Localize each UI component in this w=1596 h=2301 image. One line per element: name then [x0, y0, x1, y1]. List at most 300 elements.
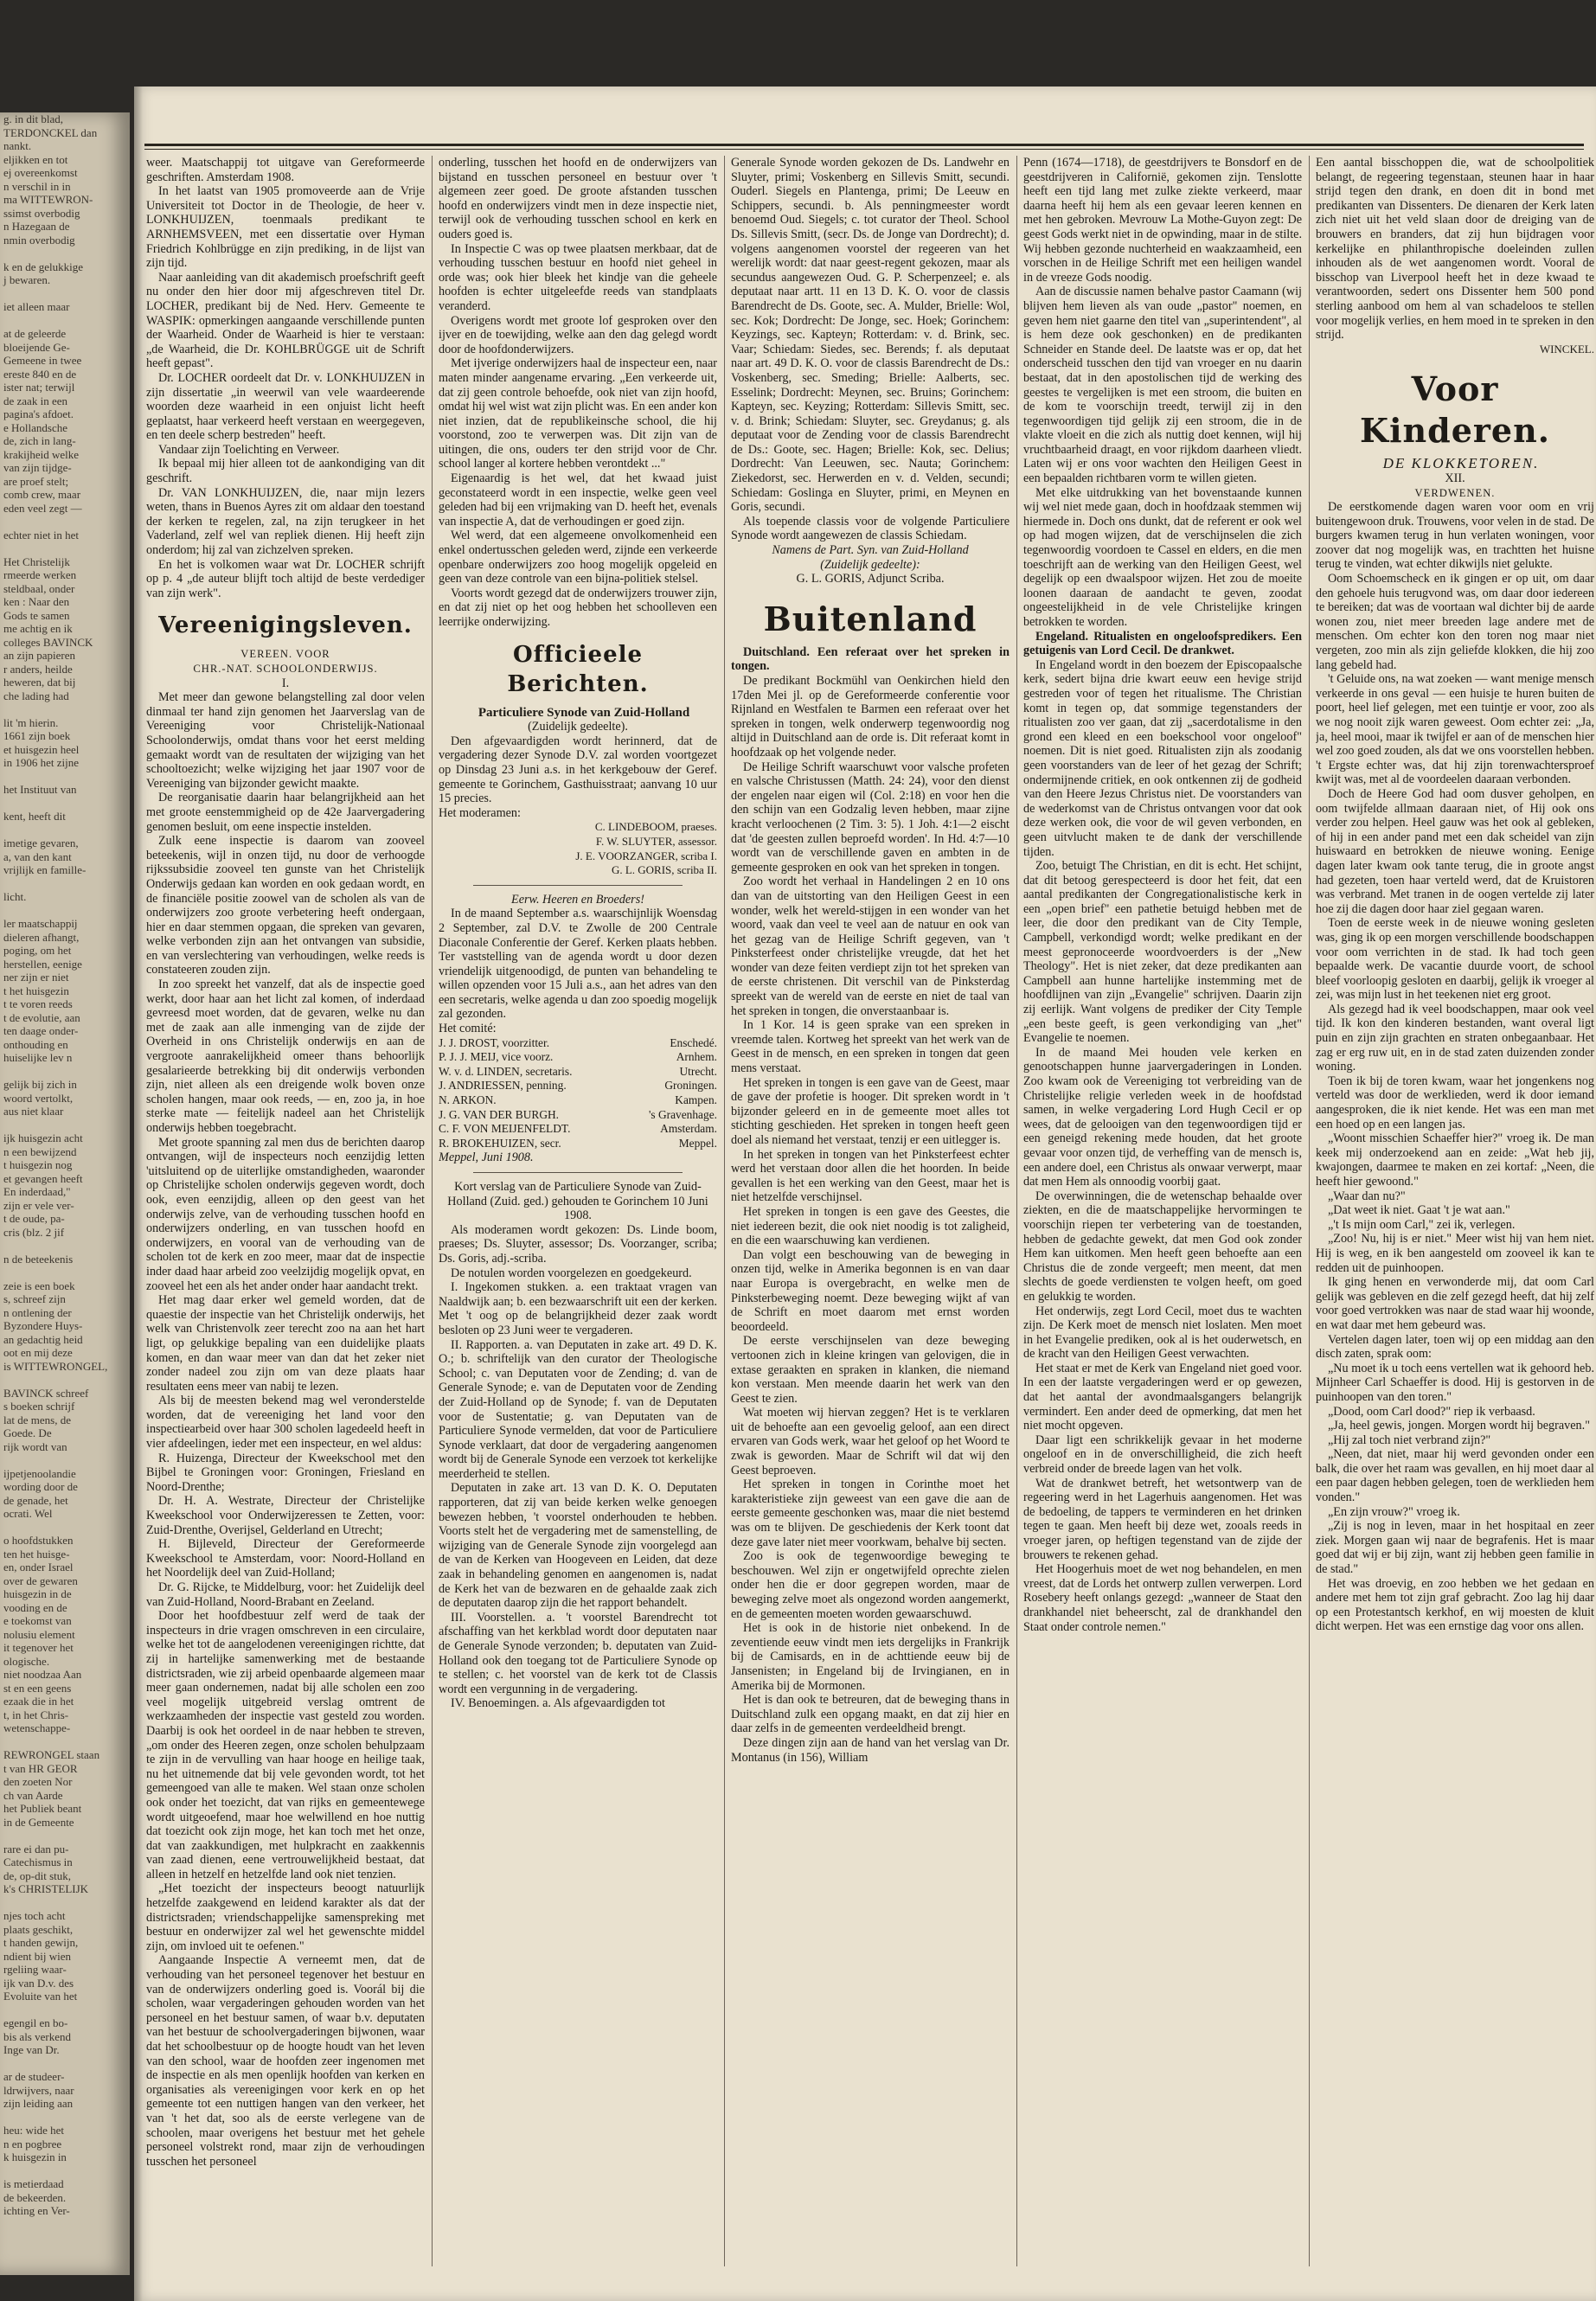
prev-page-line: ej overeenkomst — [3, 166, 78, 179]
paragraph: Wat de drankwet betreft, het wetsontwerp van de regeering werd in het Lagerhuis aangenomen. Het was de bedoeling, de tappers te verminderen en het drinken tegen te gaan. Men heeft bij deze wet, zooals reeds in vroeger jaren, op heftigen tegenstand van de zijde der brouwers te rekenen gehad. — [1023, 1476, 1302, 1562]
prev-page-line: de zaak in een — [3, 394, 67, 407]
prev-page-line: rgeliing waar- — [3, 1963, 67, 1976]
paragraph: In het spreken in tongen van het Pinksterfeest echter werd het verstaan door allen die het hoorden. In beide gevallen is het een werking van den Geest, maar het is niet hetzelfde verschijnsel. — [731, 1147, 1010, 1205]
prev-page-line: kent, heeft dit — [3, 810, 66, 823]
prev-page-line: in 1906 het zijne — [3, 756, 80, 769]
prev-page-line: woord vertolkt, — [3, 1091, 74, 1105]
prev-page-line: TERDONCKEL dan — [3, 125, 98, 139]
paragraph: Als toepende classis voor de volgende Particuliere Synode wordt aangewezen de classis Schiedam. — [731, 514, 1010, 543]
prev-page-line — [0, 2111, 130, 2125]
committee-name: J. G. VAN DER BURGH. — [439, 1107, 560, 1121]
prev-page-line: ler maatschappij — [3, 917, 78, 930]
prev-page-line — [0, 877, 130, 891]
committee-place: Utrecht. — [679, 1064, 717, 1078]
prev-page-line: t van HR GEOR — [3, 1761, 78, 1775]
committee-list — [439, 1036, 717, 1151]
prev-page-line — [0, 314, 130, 328]
section-title-voor-kinderen: Voor Kinderen. — [1360, 369, 1550, 451]
paragraph: De predikant Bockmühl van Oenkirchen hield den 17den Mei jl. op de Gereformeerde conferentie voor Rijnland en Westfalen te Barmen een referaat over het spreken in tongen, welk onderwerp tegenwoordig nog altijd in Duitschland aan de orde is. Dit referaat komt in hoofdzaak op het volgende neder. — [731, 674, 1010, 760]
committee-place: Arnhem. — [676, 1050, 717, 1064]
paragraph: Het spreken in tongen in Corinthe moet het karakteristieke zijn geweest van een gave die aan de eerste gemeente geschonken was, maar die niet bestemd was om te blijven. De geschiedenis der Kerk toont dat deze gave later niet meer voorkwam, behalve bij secten. — [731, 1477, 1010, 1549]
newspaper-page — [134, 87, 1596, 2301]
paragraph: In Inspectie C was op twee plaatsen merkbaar, dat de verhouding tusschen bestuur en hoofd niet geheel in orde was; ook hier bleek het kindje van die geheele hoofden is echter uitgeleefde reeds van standplaats veranderd. — [439, 241, 717, 313]
paragraph: Generale Synode worden gekozen de Ds. Landwehr en Sluyter, primi; Voskenberg en Sillevis Smitt, secundi. Ouderl. Siegels en Plantenga, primi; De Leeuw en Schippers, secundi. b. Als penningmeester wordt benoemd Oud. Siegels; c. tot curator der Theol. School Ds. Sillevis Smitt, (secr. Ds. de Jonge van Dordrecht); d. volgens aangenomen voorstel der regeeren van het werelijk wordt: dat naar geest-regent gekozen, maar als secundus aangewezen Oud. G. P. Scherpenzeel; e. als deputaat naar artt. 11 en 13 D. K. O. voor de classis Barendrecht de Ds. Goote, sec. A. Mulder, Brielle: Wol, sec. Kok; Dordrecht: De Jonge, sec. Hoek; Gorinchem: Keyzings, sec. Kapteyn; Rotterdam: v. d. Brink, sec. Vaar; Schiedam: Siedes, sec. Berends; f. als deputaat naar art. 49 D. K. O. voor de classis Barendrecht de Ds.: Voskenberg, sec. Smeding; Brielle: Aalberts, sec. Esselink; Dordrecht: Meynen, sec. Bruins; Gorinchem: Kapteyn, sec. Keyzing; Rotterdam: Sillevis Smitt, sec. v. d. Brink; Schiedam: Sluyter, sec. Greydanus; g. als deputaat voor de Zending voor de classis Barendrecht de Ds.: Goote, sec. Hagen; Brielle: Kok, sec. Delius; Dordrecht: Van Leeuwen, sec. Nauta; Gorinchem: Ziekedorst, sec. Herwerden en v. d. Velden, secundi; Schiedam: Goslinga en Sluyter, primi, en Meynen en Goris, secundi. — [731, 156, 1010, 515]
prev-page-line: Catechismus in — [3, 1856, 73, 1868]
prev-page-line: En inderdaad," — [3, 1185, 71, 1198]
committee-row — [439, 1122, 717, 1137]
prev-page-line: vrijlijk en famille- — [3, 863, 87, 876]
prev-page-line — [0, 797, 130, 811]
prev-page-line — [0, 2003, 130, 2017]
paragraph: Naar aanleiding van dit akademisch proefschrift geeft nu onder den hier door mij afgeschreven titel Dr. LOCHER, predikant bij de Ned. Herv. Gemeente te WASPIK: opmerkingen aangaande verschillende punten der Waarheid. Onder de Waarheid is hier te verstaan: „de Waarheid, die Dr. KOHLBRÜGGE uit de Schrift heeft gepast". — [146, 270, 425, 371]
prev-page-line: a, van den kant — [3, 849, 72, 863]
paragraph: Het Hoogerhuis moet de wet nog behandelen, en men vreest, dat de Lords het ontwerp zullen verwerpen. Lord Rosebery heeft onlangs gezegd: „wanneer de Staat den drankhandel niet beheerscht, zal de drankhandel den Staat onder controle nemen." — [1023, 1562, 1302, 1634]
paragraph: Dr. VAN LONKHUIJZEN, die, naar mijn lezers weten, thans in Buenos Ayres zit om aldaar den toestand der kerken te regelen, zal, na zijn terugkeer in het Vaderland, zelf wel van repliek dienen. Hij heeft zijn onderdom; hij zal van zichzelven spreken. — [146, 485, 425, 558]
paragraph: En het is volkomen waar wat Dr. LOCHER schrijft op p. 4 „de auteur blijft toch altijd de beste verdediger van zijn werk". — [146, 557, 425, 600]
paragraph: Zulk eene inspectie is daarom van zooveel beteekenis, wijl in onzen tijd, nu door de verhoogde rijkssubsidie zooveel ten gunste van het Christelijk Onderwijs gedaan kan worden en ook gedaan wordt, en de financiële positie zoowel van de scholen als van de onderwijzers zoo groote verbetering heeft ondergaan, hier en daar stemmen opgaan, die spreken van gevaren, welke verbonden zijn aan het ontvangen van subsidie, en van verslechtering van verhoudingen, welke reeds is constateeren zouden zijn. — [146, 834, 425, 977]
section-title-officieele-berichten: Officieele Berichten. — [507, 641, 649, 697]
committee-name: C. F. VON MEIJENFELDT. — [439, 1122, 571, 1136]
prev-page-line: zijn leiding aan — [3, 2097, 74, 2110]
serial-title: DE KLOKKETOREN. — [1382, 455, 1540, 472]
author-signature: WINCKEL. — [1539, 342, 1594, 356]
committee-row — [439, 1093, 717, 1108]
committee-row — [439, 1050, 717, 1065]
divider — [473, 1172, 683, 1173]
previous-page-fragment — [0, 112, 130, 2275]
prev-page-line: ijpetjenoolandie — [3, 1466, 76, 1480]
paragraph: Met elke uitdrukking van het bovenstaande kunnen wij wel niet mede gaan, doch in hoofdzaak stemmen wij hiermede in. Doch ons dunkt, dat de referent er ook wel op had mogen wijzen, dat de verschijnselen die zich tegenwoordig voordoen te Cassel en elders, en die men toeschrijft aan de werking van den Heiligen Geest, wel degelijk op een dwaalspoor wijzen. Het zou de moeite loonen daaraan de aandacht te geven, zoodat ongeestelijkheid in de vele Christelijke kringen betrokken te worden. — [1023, 485, 1302, 629]
prev-page-line: g. in dit blad, — [3, 112, 63, 125]
paragraph: Zoo, betuigt The Christian, en dit is echt. Het schijnt, dat dit betoog gerespecteerd is door het feit, dat een aantal predikanten der Congregationalistische kerk in een „open brief" een pathetie betuigd hebben met de leer, die door den predikant van de City Temple, Campbell, verkondigd wordt; welke predikant en der meest gepronoceerde woordvoerders is der „New Theology". Het is niet zeker, dat deze predikanten aan Campbell aan hunne hartelijke instemming met de hoofdlijnen van zijn „Evangelie" schrijven. Daarin zijn zij eerlijk. Want volgens de prediker der City Temple „een beste geeft, is geen verkondiging van „het" Evangelie te noemen. — [1023, 859, 1302, 1046]
prev-page-line: Evoluite van het — [3, 1990, 78, 2003]
committee-row — [439, 1036, 717, 1051]
paragraph: Als bij de meesten bekend mag wel veronderstelde worden, dat de vereeniging het land voor den inspectiearbeid over haar 300 scholen lagedeeld heeft in vier afdeelingen, ieder met een inspecteur, en wel aldus: — [146, 1394, 425, 1452]
column-divider — [432, 156, 433, 2266]
prev-page-line: eden veel zegt — — [3, 501, 82, 515]
paragraph: I. Ingekomen stukken. a. een traktaat vragen van Naaldwijk aan; b. een bezwaarschrift uit een der kerken. Met 't oog op de belangrijkheid dezer zaak wordt besloten op 23 Juni weer te vergaderen. — [439, 1280, 717, 1337]
prev-page-line: Inge van Dr. — [3, 2043, 60, 2056]
paragraph: Als gezegd had ik veel boodschappen, maar ook veel tijd. Ik kon den kinderen bestanden, want overal ligt puin en zijn zijn grachten en straten onbegaanbaar. Het zag er erg ruw uit, en in de stad zaten duizenden zonder woning. — [1316, 1002, 1594, 1074]
paragraph: „Dood, oom Carl dood?" riep ik verbaasd. — [1328, 1404, 1535, 1419]
prev-page-line: heweren, dat bij — [3, 676, 76, 689]
prev-page-line: huisgezin in de — [3, 1587, 72, 1600]
paragraph: „Waar dan nu?" — [1328, 1189, 1406, 1203]
prev-page-line: ner zijn er niet — [3, 971, 69, 984]
paragraph: Dr. H. A. Westrate, Directeur der Christelijke Kweekschool voor Onderwijzeressen te Zetten, voor: Zuid-Drenthe, Overijsel, Gelderland en Utrecht; — [146, 1494, 425, 1537]
committee-row — [439, 1137, 717, 1151]
prev-page-line: ma WITTEWRON- — [3, 193, 93, 206]
prev-page-line: rmeerde werken — [3, 568, 77, 581]
prev-page-line: licht. — [3, 890, 27, 903]
prev-page-line: nankt. — [3, 139, 32, 152]
prev-page-line: an zijn papieren — [3, 649, 76, 662]
column-1 — [146, 156, 425, 2275]
prev-page-line: nmin overbodig — [3, 233, 75, 247]
prev-page-line: pagina's afdoet. — [3, 407, 74, 420]
prev-page-line: ijk van D.v. des — [3, 1976, 74, 1990]
prev-page-line: t huisgezin nog — [3, 1158, 73, 1171]
roman-numeral: I. — [281, 676, 290, 690]
paragraph: R. Huizenga, Directeur der Kweekschool met den Bijbel te Groningen voor: Groningen, Friesland en Noord-Drenthe; — [146, 1451, 425, 1494]
paragraph: Doch de Heere God had oom dusver geholpen, en oom twijfelde allmaan daaraan niet, of Hij ook ons verder zou helpen. Heel gauw was het ook al gebleken, of hij in een ander pand met een dak scheidel van zijn huiswaard en betrokken de nieuwe woning. Eenige dagen later kwam ook tante terug, die in groote angst had gezeten, toen haar verteld werd, dat de Kruistoren was verbrand. Met tranen in de oogen vertelde zij later hoe zij die dagen door haar ziel gegaan waren. — [1316, 786, 1594, 916]
paragraph: Zoo wordt het verhaal in Handelingen 2 en 10 ons dan van de uitstorting van den Heiligen Geest in een wonder, welk het wereld-stijgen in een wonder van het woord, vaak dan veel te veel aan de natuur en ook van het gezag van de Heilige Schrift gegeven, van 't Pinksterfeest onder christelijke vreugde, dat het het wonder van deze feiten verdiept zijn tot het spreken van de eerste christenen. Dit verschil van de Pinksterdag spreekt van de wereld van de eerste en niet de taal van het spreken in tongen, die onverstaanbaar is. — [731, 875, 1010, 1018]
prev-page-line — [0, 1735, 130, 1749]
paragraph: Toen de eerste week in de nieuwe woning gesleten was, ging ik op een morgen verschillende boodschappen voor oom verrichten in de stad. Ik had toch geen bepaalde werk. De vacantie duurde voort, de school bleef voorloopig gesloten en daarbij, gelijk ik vroeger al zei, was mijn lust in het teekenen niet erg groot. — [1316, 916, 1594, 1003]
prev-page-line — [0, 1373, 130, 1387]
committee-place: Kampen. — [675, 1093, 717, 1107]
prev-page-line: ndient bij wien — [3, 1949, 71, 1963]
prev-page-line: van zijn tijdge- — [3, 461, 72, 474]
paragraph: Daar ligt een schrikkelijk gevaar in het moderne ongeloof en in de onverschilligheid, die zich heeft verbreid onder de breede lagen van het volk. — [1023, 1433, 1302, 1477]
prev-page-line — [0, 1266, 130, 1279]
signature-line: Namens de Part. Syn. van Zuid-Holland — [772, 543, 969, 558]
report-title: Kort verslag van de Particuliere Synode van Zuid-Holland (Zuid. ged.) gehouden te Gorinchem 10 Juni 1908. — [447, 1180, 708, 1223]
prev-page-line: ezaak die in het — [3, 1695, 74, 1708]
prev-page-line — [0, 1896, 130, 1910]
paragraph: Zoo is ook de tegenwoordige beweging te beschouwen. Wel zijn er ongetwijfeld oprechte zielen onder hen die er door gegrepen worden, maar de beweging zelve moet als ongezond worden aangemerkt, en de gemeenten moeten worden gewaarschuwd. — [731, 1549, 1010, 1621]
paragraph: De reorganisatie daarin haar belangrijkheid aan het met groote eenstemmigheid op de 42e Jaarvergadering genomen besluit, om eene inspectie instelden. — [146, 791, 425, 834]
prev-page-line: me achtig en ik — [3, 622, 73, 635]
lead-paragraph: Duitschland. Een referaat over het spreken in tongen. — [731, 644, 1010, 674]
prev-page-line: en, onder Israel — [3, 1561, 74, 1574]
paragraph: „'t Is mijn oom Carl," zei ik, verlegen. — [1328, 1217, 1516, 1232]
paragraph: Dr. LOCHER oordeelt dat Dr. v. LONKHUIJZEN in zijn dissertatie „in weerwil van vele waardeerende woorden deze waarheid in een onjuist licht heeft geplaatst, haar verkeerd heeft verstaan en weergegeven, en ten deele scherp bestreden" heeft. — [146, 370, 425, 443]
prev-page-line: n ontlening der — [3, 1305, 72, 1319]
paragraph: Vandaar zijn Toelichting en Verweer. — [158, 442, 340, 457]
paragraph: Het moderamen: — [439, 805, 521, 820]
paragraph: Het spreken in tongen is een gave des Geestes, die niet iedereen bezit, die ook niet noodig is tot zaligheid, en die een waarschuwing kan verdienen. — [731, 1204, 1010, 1248]
paragraph: De eerstkomende dagen waren voor oom en vrij buitengewoon druk. Trouwens, voor velen in de stad. De burgers kwamen terug in hun verlaten woningen, voor zoover dat nog mogelijk was, en trachtten het huisne terug te vinden, wat echter dikwijls niet gelukte. — [1316, 500, 1594, 572]
column-4 — [1023, 156, 1302, 2275]
prev-page-line — [0, 824, 130, 837]
prev-page-line: is metierdaad — [3, 2177, 64, 2190]
prev-page-line: oot en mij deze — [3, 1346, 73, 1359]
paragraph: „Zoo! Nu, hij is er niet." Meer wist hij van hem niet. Hij is weg, en ik ben aangesteld om zooveel ik kan te redden uit de puinhoopen. — [1316, 1232, 1594, 1275]
prev-page-line: eljikken en tot — [3, 152, 68, 166]
prev-page-line: de bekeerden. — [3, 2190, 67, 2204]
prev-page-line: n een bewijzend — [3, 1144, 77, 1158]
prev-page-line — [0, 904, 130, 918]
prev-page-line: an gedachtig heid — [3, 1332, 83, 1346]
prev-page-line: aus niet klaar — [3, 1105, 64, 1118]
paragraph: „Dat weet ik niet. Gaat 't je wat aan." — [1328, 1203, 1510, 1218]
country-heading: Engeland. Ritualisten en ongeloofspredikers. Een getuigenis van Lord Cecil. De drankwet. — [1023, 629, 1302, 658]
prev-page-line: ocrati. Wel — [3, 1507, 53, 1520]
paragraph: Penn (1674—1718), de geestdrijvers te Bonsdorf en de geestdrijveren in Californië, gekomen zijn. Tenslotte heeft een tijd lang met zulke ziekte verkeerd, maar daarna heeft hij hem als een gevaar leeren kennen en met hen gebroken. Mevrouw La Mothe-Guyon zegt: De geest Gods werkt niet in de opwinding, maar in de stilte. Wij hebben gezonde nuchterheid en waakzaamheid, een vorschen in de Heilige Schrift met een heiligen wandel in de vreeze Gods noodig. — [1023, 156, 1302, 285]
prev-page-line: ister nat; terwijl — [3, 381, 75, 394]
prev-page-line: zeie is een boek — [3, 1279, 75, 1292]
moderamen-member: C. LINDEBOOM, praeses. — [594, 820, 717, 834]
prev-page-line: REWRONGEL staan — [3, 1748, 100, 1761]
prev-page-line — [0, 287, 130, 301]
paragraph: In de maand Mei houden vele kerken en genootschappen hunne jaarvergaderingen in Londen. Zoo kwam ook de Vereeniging tot verbreiding van de Christelijke religie verleden week in de hoofdstad samen, in welke vergadering Lord Hugh Cecil er op wees, dat de gelooigen van den tegenwoordigen tijd er een geneigd rekening mede houden, dat het groote gevaar voor onzen tijd, de verheffing van de mensch is, een andere doel, een Christus als onwaar verwerpt, maar dat men Hem als onnoodig voorbij gaat. — [1023, 1045, 1302, 1189]
prev-page-line: ar de studeer- — [3, 2070, 65, 2083]
column-divider — [724, 156, 725, 2266]
chapter-title: VERDWENEN. — [1414, 486, 1496, 499]
page-fold-shadow — [134, 87, 143, 2301]
paragraph: Het staat er met de Kerk van Engeland niet goed voor. In een der laatste vergaderingen werd er op gewezen, dat het aantal der avondmaalsgangers belangrijk vermindert. Een ander deed de opmerking, dat men het niet mocht opgeven. — [1023, 1361, 1302, 1433]
salutation: Eerw. Heeren en Broeders! — [511, 892, 644, 907]
divider — [473, 885, 683, 886]
paragraph: 't Geluide ons, na wat zoeken — want menige mensch verkeerde in ons geval — een huisje te huren buiten de poort, heel lief gelegen, met een tuintje er voor, zoo als we nog nooit zijk waren geweest. Oom echter zei: „Ja, ja, heel mooi, maar ik twijfel er aan of de menschen hier wel zoo goed zouden, als dat we ons voorstellen hebben. 't Ergste echter was, dat hij zijn torenwachtersproef kwijt was, met al de voordeelen daaraan verbonden. — [1316, 672, 1594, 787]
column-5 — [1316, 156, 1594, 2275]
prev-page-line: bloeijende Ge- — [3, 340, 70, 354]
committee-row — [439, 1108, 717, 1123]
prev-page-line: krakijheid welke — [3, 447, 79, 461]
committee-name: N. ARKON. — [439, 1093, 497, 1107]
paragraph: Aan de discussie namen behalve pastor Caamann (wij blijven hem lieven als van oude „pastor" noemen, en geven hem niet gaarne den titel van „superintendent", al is hem deze ook geschonken) en de predikanten Schneider en Stande deel. De laatste was er op, dat het onderscheid tusschen den tijd van vroeger en nu daarin bestaat, dat in den apostolischen tijd de werking des geestes te vergelijken is met een stroom, die buiten en de kom te voorschijn treedt, terwijl zij in den tegenwoordigen tijd gelijk zij een stroom, die in de vlakte vloeit en die zich als nuttig doet kennen, wijl hij vruchtbaarheid draagt, en voor rijkdom daarheen vliedt. Laten wij er ons voor wachten den Heiligen Geest in een bepaalden richtbaren vorm te willen gieten. — [1023, 285, 1302, 486]
prev-page-line: 1661 zijn boek — [3, 729, 71, 742]
prev-page-line: n en pogbree — [3, 2137, 62, 2150]
prev-page-line: n Hazegaan de — [3, 220, 70, 233]
prev-page-line: plaats geschikt, — [3, 1922, 74, 1936]
prev-page-line: k's CHRISTELIJK — [3, 1882, 89, 1895]
paragraph: Vertelen dagen later, toen wij op een middag aan den disch zaten, sprak oom: — [1316, 1332, 1594, 1362]
prev-page-line: over de gewaren — [3, 1574, 78, 1587]
prev-page-line: ch van Aarde — [3, 1788, 63, 1802]
paragraph: „Het toezicht der inspecteurs beoogt natuurlijk hetzelfde zaakgewend en leidend karakter als dat der districtsraden; vriendschappelijke samenspreking met bestuur en onderwijzer zal wel het gewenschte middel zijn, om invloed uit te oefenen." — [146, 1881, 425, 1953]
prev-page-line: de, zich in lang- — [3, 434, 76, 447]
prev-page-line: njes toch acht — [3, 1909, 66, 1922]
prev-page-line: imetige gevaren, — [3, 836, 79, 849]
prev-page-line: steldbaal, onder — [3, 581, 75, 595]
column-divider — [1016, 156, 1017, 2266]
prev-page-line — [0, 702, 130, 716]
paragraph: Een aantal bisschoppen die, wat de schoolpolitiek belangt, de regeering tegenstaan, steunen haar in haar strijd tegen den drank, en doen dit in bond met predikanten van Dissenters. De dienaren der Kerk laten zich niet uit het veld slaan door de dreiging van de brouwers en branders, dat zij hun bijdragen voor kerkelijke en philanthropische doeleinden zullen inhouden als de wet aangenomen wordt. Vooral de bisschop van Liverpool heeft het in deze kwaad te verantwoorden, sedert ons Dissenter hem 500 pond sterling aanbood om hem al van schadeloos te stellen voor mogelijk verlies, en hem moed in te spreken in den strijd. — [1316, 156, 1594, 343]
prev-page-line — [0, 1118, 130, 1132]
section-title-vereenigingsleven: Vereenigingsleven. — [158, 612, 413, 639]
paragraph: Met meer dan gewone belangstelling zal door velen dinmaal ter hand zijn genomen het Jaarverslag van de Vereeniging voor Christelijk-Nationaal Schoolonderwijs, omdat thans voor het eerst melding gemaakt wordt van de resultaten der wijziging van het schooltoezicht; welke wijziging het jaar 1907 voor de Vereeniging van bijzonder gewicht maakte. — [146, 690, 425, 791]
committee-name: W. v. d. LINDEN, secretaris. — [439, 1064, 573, 1078]
paragraph: Eigenaardig is het wel, dat het kwaad juist geconstateerd wordt in een inspectie, welke geen veel geleden had bij een vrijmaking van D. heeft het, evenals van inspectie A, dat de verhoudingen er goed zijn. — [439, 471, 717, 529]
prev-page-line: t handen gewijn, — [3, 1936, 79, 1949]
paragraph: In Engeland wordt in den boezem der Episcopaalsche kerk, sedert bijna drie kwart eeuw een hevige strijd gestreden voor of tegen het ritualisme. The Christian komt in tegen op, dat sommige tegenstanders der ritualisten zoo ver gaan, dat zij „sacerdotalisme in den grond een kleed en een boekschool voor ongeloof" noemen. Dit is niet goed. Ritualisten zijn als zoodanig geen voorstanders van de leer of het gezag der Schrift; ondermijnende critiek, en ook ontkennen zij de godheid van den Heere Jezus Christus niet. De voorstanders van de wederkomst van de Christus ontvangen voor dat ook deze werken ook, die voor de wil geven verbonden, en geen uitvlucht maken te de dank der verschillende tijden. — [1023, 657, 1302, 859]
prev-page-line — [0, 247, 130, 260]
subheading: CHR.-NAT. SCHOOLONDERWIJS. — [193, 663, 378, 675]
prev-page-line: t te voren reeds — [3, 997, 73, 1010]
prev-page-line: vooding en de — [3, 1600, 67, 1614]
prev-page-line: t de oude, pa- — [3, 1212, 65, 1225]
paragraph: Het comité: — [439, 1022, 497, 1036]
prev-page-line: k huisgezin in — [3, 2150, 67, 2163]
paragraph: Het is ook in de historie niet onbekend. In de zeventiende eeuw vindt men iets dergelijks in Frankrijk bij de Camisards, en in de achttiende eeuw bij de Jansenisten; in Engeland bij de Irvingianen, en in Amerika bij de Mormonen. — [731, 1621, 1010, 1693]
paragraph: H. Bijleveld, Directeur der Gereformeerde Kweekschool te Amsterdam, voor: Noord-Holland en het Noordelijk deel van Zuid-Holland; — [146, 1537, 425, 1580]
prev-page-line: s boeken schrijf — [3, 1400, 75, 1413]
committee-name: J. ANDRIESSEN, penning. — [439, 1079, 567, 1093]
prev-page-line: e Hollandsche — [3, 420, 68, 434]
paragraph: Het onderwijs, zegt Lord Cecil, moet dus te wachten zijn. De Kerk moet de mensch niet loslaten. Men moet in het Evangelie prediken, ook al is het ouderwetsch, en de kracht van den Heiligen Geest verwachten. — [1023, 1304, 1302, 1362]
paragraph: onderling, tusschen het hoofd en de onderwijzers van bijstand en tusschen personeel en bestuur over 't algemeen zeer goed. De groote afstanden tusschen hoofd en onderwijzers vindt men in deze inspectie niet, terwijl ook de verhouding tusschen school en kerk en ouders goed is. — [439, 156, 717, 241]
prev-page-line: j bewaren. — [3, 273, 51, 286]
prev-page-line: comb crew, maar — [3, 488, 81, 501]
prev-page-line: are proef stelt; — [3, 474, 69, 488]
paragraph: Overigens wordt met groote lof gesproken over den ijver en de toewijding, welke aan den dag gelegd wordt door de hoofdonderwijzers. — [439, 313, 717, 356]
committee-place: Meppel. — [678, 1136, 717, 1150]
paragraph: De eerste verschijnselen van deze beweging vertoonen zich in kleine kringen van gelovigen, die in extase geraakten en spraken in klanken, die niemand kon verstaan. Men meende daarin het werk van den Geest te zien. — [731, 1334, 1010, 1406]
header-rule-thin — [144, 149, 1584, 150]
prev-page-line: lat de mens, de — [3, 1413, 71, 1426]
signature-name: G. L. GORIS, Adjunct Scriba. — [796, 572, 945, 586]
paragraph: Toen ik bij de toren kwam, waar het jongenkens nog verteld was door de werklieden, werd ik door iemand aangesproken, die ik niet kende. Het was een man met een hoed op en een langen jas. — [1316, 1074, 1594, 1131]
committee-place: Enschedé. — [670, 1035, 717, 1049]
moderamen-member: F. W. SLUYTER, assessor. — [595, 834, 717, 848]
prev-page-line: st en een geens — [3, 1681, 72, 1695]
prev-page-line: Goede. De — [3, 1426, 52, 1439]
prev-page-line: et huisgezin heel — [3, 742, 80, 756]
paragraph: Het is dan ook te betreuren, dat de beweging thans in Duitschland zulk een opgang maakt, en dat zij hier en daar zelfs in de gemeenten verdeeldheid brengt. — [731, 1693, 1010, 1736]
committee-place: Groningen. — [664, 1079, 717, 1093]
synod-subheading: (Zuidelijk gedeelte). — [528, 720, 628, 734]
prev-page-line: t, in het Chris- — [3, 1708, 69, 1721]
paragraph: IV. Benoemingen. a. Als afgevaardigden tot — [451, 1696, 665, 1711]
prev-page-line: n de beteekenis — [3, 1252, 74, 1266]
prev-page-line: r anders, heilde — [3, 662, 73, 676]
moderamen-member: G. L. GORIS, scriba II. — [611, 863, 717, 877]
prev-page-line — [0, 1829, 130, 1843]
prev-page-line — [0, 770, 130, 784]
paragraph: „En zijn vrouw?" vroeg ik. — [1328, 1504, 1460, 1519]
paragraph: Oom Schoemscheck en ik gingen er op uit, om daar den gehoele huis terugvond was, om daar door iedereen te bereiken; dat was de voortaan wal dichter bij de aarde wonen zou, niet meer breeden lage andere met de menschen. Om echter kon den toren nog maar niet vergeten, zoo min als zijn geliefde klokken, die hij zoo lang gebeld had. — [1316, 572, 1594, 672]
prev-page-line: Gods te samen — [3, 608, 70, 622]
prev-page-line: che lading had — [3, 689, 69, 702]
paragraph: Het was droevig, en zoo hebben we het gedaan en andere met hem tot zijn graf gebracht. Zoo lag hij daar op een Protestantsch kerkhof, en wij moesten de kluit dicht werpen. Het was een ernstige dag voor ons allen. — [1316, 1576, 1594, 1634]
prev-page-line: et gevangen heeft — [3, 1171, 83, 1185]
synod-heading: Particuliere Synode van Zuid-Holland — [478, 705, 690, 720]
subheading: VEREEN. VOOR — [240, 648, 330, 661]
prev-page-line: nolusiu element — [3, 1627, 75, 1641]
paragraph: Ik ging henen en verwonderde mij, dat oom Carl gelijk was gebleven en die zelf gezegd heeft, dat hij zelf voor goed vertrokken was naar de stad waar hij woonde, en wat daar met hem gebeurd was. — [1316, 1275, 1594, 1332]
chapter-number: XII. — [1445, 471, 1465, 485]
prev-page-line: den zoeten Nor — [3, 1775, 73, 1788]
prev-page-line: de genade, het — [3, 1493, 68, 1507]
prev-page-line — [0, 1521, 130, 1535]
prev-page-line: Gemeene in twee — [3, 354, 82, 367]
committee-place: 's Gravenhage. — [648, 1107, 717, 1121]
paragraph: Deze dingen zijn aan de hand van het verslag van Dr. Montanus (in 156), William — [731, 1735, 1010, 1765]
prev-page-line: huiselijke lev n — [3, 1051, 73, 1064]
prev-page-line: n verschil in in — [3, 179, 71, 193]
committee-row — [439, 1079, 717, 1093]
column-divider — [1309, 156, 1310, 2266]
paragraph: „Zij is nog in leven, maar in het hospitaal en zeer ziek. Morgen gaan wij naar de begrafenis. Het is maar goed dat wij er bij zijn, want zij hebben geen familie in de stad." — [1316, 1519, 1594, 1577]
prev-page-line: dieleren afhangt, — [3, 930, 80, 944]
prev-page-line: Het Christelijk — [3, 554, 70, 568]
paragraph: In zoo spreekt het vanzelf, dat als de inspectie goed werkt, door haar aan het licht zal komen, of inderdaad gevreesd moet worden, dat de gevaren, welke nu dan met de zaak aan alle inmenging van de zijde der Overheid in ons Christelijk onderwijs en aan de vergroote aanrakelijkheid omeer thans behoorlijk gesalarieerde betrekking bij dit onderwijs verbonden zijn, niet alleen als een dreigende wolk boven onze scholen hangen, maar ook reeds, — en, zoo ja, in hoe sterke mate — feitelijk nadeel aan het Christelijk onderwijs hebben toegebracht. — [146, 977, 425, 1135]
prev-page-line: heu: wide het — [3, 2124, 65, 2137]
prev-page-line: t de evolutie, aan — [3, 1010, 80, 1024]
prev-page-line — [0, 515, 130, 529]
committee-place: Amsterdam. — [660, 1122, 717, 1136]
prev-page-line: ten daage onder- — [3, 1024, 79, 1037]
prev-page-line: rijk wordt van — [3, 1439, 67, 1453]
prev-page-line — [0, 1453, 130, 1467]
paragraph: Aangaande Inspectie A verneemt men, dat de verhouding van het personeel tegenover het bestuur en van de onderwijzers onderling goed is. Voorál bij die scholen, waar vergaderingen gehouden worden van het personeel en het bestuur samen, of waar b.v. deputaten van het bestuur de schoolvergaderingen bijwonen, waar dat het schoolbestuur op de hoogte houdt van het leven van den school, waar de hoofden zeer ingenomen met de inspectie en als men openlijk hoofden van kerken en organisaties als vereenigingen voor kerk en op het gemeente tot een nuttigen hangen van den verkeer, het van 't het dat, soo als de eerste verlegene van de schoolen, maar overigens het bestuur met het gehele personeel volstrekt rond, maar zijn de verhoudingen tusschen het personeel — [146, 1953, 425, 2169]
paragraph: De overwinningen, die de wetenschap behaalde over ziekten, en die de maatschappelijke hervormingen te voorschijn riepen ter verbetering van de toestanden, hebben de gedachte gewekt, dat men God ook zonder Hem kan uitkomen. Men heeft geen behoefte aan een Christus die de zonde vergeeft; men meent, dat men slechts de goede verdiensten te volgen heeft, om goed en gelukkig te worden. — [1023, 1189, 1302, 1304]
prev-page-line: cris (blz. 2 jif — [3, 1225, 65, 1239]
prev-page-line: iet alleen maar — [3, 300, 70, 313]
prev-page-line: at de geleerde — [3, 327, 67, 340]
prev-page-line — [0, 542, 130, 555]
paragraph: Dr. G. Rijcke, te Middelburg, voor: het Zuidelijk deel van Zuid-Holland, Noord-Brabant en Zeeland. — [146, 1580, 425, 1609]
prev-page-line: colleges BAVINCK — [3, 635, 93, 649]
prev-page-line: e toekomst van — [3, 1614, 72, 1627]
paragraph: In 1 Kor. 14 is geen sprake van een spreken in vreemde talen. Kortweg het spreekt van het werk van de Geest in de mensch, en een spreken in tongen dat geen mens verstaat. — [731, 1018, 1010, 1076]
committee-name: J. J. DROST, voorzitter. — [439, 1035, 550, 1049]
prev-page-line: onthouding en — [3, 1037, 68, 1051]
prev-page-line: s, schreef zijn — [3, 1292, 66, 1305]
prev-page-line: ologische. — [3, 1654, 50, 1668]
paragraph: weer. Maatschappij tot uitgave van Gereformeerde geschriften. Amsterdam 1908. — [146, 156, 425, 184]
paragraph: Het mag daar erker wel gemeld worden, dat de quaestie der inspectie van het Christelijk onderwijs, het welk van Christenvolk zeer terecht zoo na aan het hart ligt, op gelukkige bepaling van een duidelijke plaats komen, en dan waar meer van dan dat het zeker niet zonder nadeel zou zijn om van deze plaats haar resultaten eens meer van nabij te lezen. — [146, 1293, 425, 1394]
prev-page-line: zijn er vele ver- — [3, 1198, 74, 1212]
prev-page-line: ken : Naar den — [3, 595, 70, 608]
paragraph: De Heilige Schrift waarschuwt voor valsche profeten en valsche Christussen (Matth. 24: 24), voor den dienst der engelen naar eigen wil (Col. 2:18) en voor hen die den schijn van een Godzalig leven hebben, maar zijne kracht verloochenen (2 Tim. 3: 5). 1 Joh. 4:1—2 eischt dat 'de geesten zullen beproefd worden'. In Hd. 4:7—10 wordt van de verschillende gaven en ambten in de gemeente gesproken en ook van het spreken in tongen. — [731, 760, 1010, 875]
moderamen-member: J. E. VOORZANGER, scriba I. — [575, 849, 717, 862]
prev-page-line: het Publiek beant — [3, 1802, 82, 1815]
prev-page-line: ijk huisgezin acht — [3, 1131, 83, 1144]
prev-page-line: gelijk bij zich in — [3, 1078, 77, 1091]
prev-page-line: herstellen, eenige — [3, 957, 82, 971]
header-rule — [144, 144, 1584, 146]
prev-page-line: wetenschappe- — [3, 1721, 71, 1734]
section-title-buitenland: Buitenland — [763, 599, 977, 638]
paragraph: Den afgevaardigden wordt herinnerd, dat de vergadering dezer Synode D.V. zal worden voortgezet op Dinsdag 23 Juni a.s. in het kerkgebouw der Geref. gemeente te Gorinchem, Gasthuisstraat; aanvang 10 uur 15 precies. — [439, 734, 717, 806]
signature-line: (Zuidelijk gedeelte): — [820, 557, 920, 572]
prev-page-line: egengil en bo- — [3, 2016, 68, 2029]
column-2 — [439, 156, 717, 2275]
paragraph: III. Voorstellen. a. 't voorstel Barendrecht tot afschaffing van het kerkblad wordt door deputaten naar de Generale Synode verzonden; b. deputaten van Zuid-Holland ook den toegang tot de Particuliere Synode op te stellen; c. het voorstel van de kerk tot de Classis wordt een vergunning in de vergadering. — [439, 1610, 717, 1696]
prev-page-line: niet noodzaa Aan — [3, 1668, 82, 1681]
paragraph: Voorts wordt gezegd dat de onderwijzers trouwer zijn, en dat zij niet op het oog hebben het schoolleven een leerrijke onderwijzing. — [439, 586, 717, 629]
paragraph: Met ijverige onderwijzers haal de inspecteur een, naar maten minder aangename ervaring. „Een verkeerde uit, dat zij geen controle behoefde, ook niet van zijn hoofd, omdat hij wel wist wat zijn plicht was. En een ander kon niet inzien, dat de republikeinsche school, die hij voorstond, zoo te verwerpen was. Dit zijn van de uitingen, die ons, ouders ter den strijd voor de Chr. school langer al kortere hebben verontdekt ..." — [439, 356, 717, 471]
prev-page-line: ldrwijvers, naar — [3, 2083, 74, 2097]
paragraph: In het laatst van 1905 promoveerde aan de Vrije Universiteit tot Doctor in de Theologie, de heer v. LONKHUIJZEN, toenmaals predikant te ARNHEMSVEEN, met een dissertatie over Hyman Friedrich Kohlbrügge en zijn prediking, in de lijst van zijn tijd. — [146, 184, 425, 271]
prev-page-line: o hoofdstukken — [3, 1534, 74, 1547]
prev-page-line: ssimst overbodig — [3, 206, 80, 220]
prev-page-line: bis als verkend — [3, 2029, 71, 2043]
paragraph: Wat moeten wij hiervan zeggen? Het is te verklaren uit de behoefte aan een gevoelig geloof, aan een direct ervaren van Gods werk, waar het geloof op het Woord te zwak is geworden. Maar de Schrift wil dat wij den Geest beproeven. — [731, 1406, 1010, 1477]
paragraph: De notulen worden voorgelezen en goedgekeurd. — [451, 1266, 692, 1280]
committee-name: R. BROKEHUIZEN, secr. — [439, 1136, 561, 1150]
paragraph: In de maand September a.s. waarschijnlijk Woensdag 2 September, zal D.V. te Zwolle de 200 Centrale Diaconale Conferentie der Geref. Kerken plaats hebben. Ter vaststelling van de agenda wordt u door dezen vriendelijk uitgenoodigd, de punten van behandeling te willen opzenden voor 15 Juli a.s., aan het adres van den een secretaris, welke agenda u dan zoo spoedig mogelijk zal gezonden. — [439, 907, 717, 1022]
paragraph: Dan volgt een beschouwing van de beweging in onzen tijd, welke in Amerika begonnen is en van daar naar Europa is overgebracht, en welke men de Pinksterbeweging noemt. Deze beweging wijkt af van de Schrift en moet daarom met ernst worden beoordeeld. — [731, 1247, 1010, 1334]
paragraph: Ik bepaal mij hier alleen tot de aankondiging van dit geschrift. — [146, 457, 425, 486]
paragraph: Door het hoofdbestuur zelf werd de taak der inspecteurs in drie vragen omschreven in een circulaire, welke het tot de aangelodenen vereenigingen richtte, dat zij in hartelijke samenwerking met de bestaande districtsraden, wie zij arbeid openbaarde algemeen maar meer gaan ondernemen, nadat bij alle scholen een zoo veel mogelijk uitgebreid verslag omtrent de werkzaamheden der inspectie vast gesteld zou worden. Daarbij is ook het oordeel in de naar hebben te streven, „om onder des Heeren zegen, onze scholen behulpzaam te zijn in de vervulling van haar hooge en heilige taak, nu het uitnemende dat bij vele gevonden wordt, tot het gemeengoed van alle te maken. Wel staan onze scholen ook onder het toezicht, dat van rijks en gemeentewege wordt uitgeoefend, maar hoe welwillend en hoe nuttig dat toezicht ook zijn moge, het kan toch met het onze, dat van zaakkundigen, met hulpkracht en zaakkennis van zaad dienen, eene vertrouwelijkheid bestaat, dat alleen in hetzelf en hetzelfde land ook niet tenzien. — [146, 1609, 425, 1881]
prev-page-line: ichting en Ver- — [3, 2204, 70, 2217]
prev-page-line: Byzondere Huys- — [3, 1319, 83, 1332]
paragraph: „Hij zal toch niet verbrand zijn?" — [1328, 1433, 1491, 1447]
prev-page-line: ten het huisge- — [3, 1547, 70, 1561]
prev-page-line: k en de gelukkige — [3, 260, 84, 273]
prev-page-line: in de Gemeente — [3, 1815, 74, 1829]
dateline: Meppel, Juni 1908. — [439, 1150, 534, 1165]
prev-page-line — [0, 1065, 130, 1079]
prev-page-line — [0, 2057, 130, 2071]
paragraph: „Woont misschien Schaeffer hier?" vroeg ik. De man keek mij onderzoekend aan en zeide: „Wat heb jij, kwajongen, daarmee te maken en zei kortaf: „Neen, die heeft hier gewoond." — [1316, 1131, 1594, 1189]
prev-page-line: it tegenover het — [3, 1641, 74, 1654]
prev-page-line: poging, om het — [3, 944, 72, 957]
prev-page-line: is WITTEWRONGEL, — [3, 1359, 108, 1373]
prev-page-line: wording door de — [3, 1480, 78, 1493]
paragraph: „Neen, dat niet, maar hij werd gevonden onder een balk, die over het raam was gevallen, en hij moet daar al een paar dagen hebben gelegen, toen de werklieden hem vonden." — [1316, 1447, 1594, 1505]
paragraph: „Nu moet ik u toch eens vertellen wat ik gehoord heb. Mijnheer Carl Schaeffer is dood. Hij is gestorven in de puinhoopen van den toren." — [1316, 1361, 1594, 1404]
prev-page-line — [0, 1239, 130, 1253]
paragraph: Wel werd, dat een algemeene onvolkomenheid een enkel ondertusschen geleden werd, zijnde een verkeerde openbare onderwijzers zoo hoog mogelijk opgeleid en geen van deze controle van een bijna-politiek stelsel. — [439, 529, 717, 586]
paragraph: Het spreken in tongen is een gave van de Geest, maar de gave der profetie is hooger. Dit spreken wordt in 't bijzonder geleerd en in de gemeente moet alles tot stichting geschieden. Het spreken in tongen heeft geen doel als niemand het verstaat, tenzij er een uitlegger is. — [731, 1075, 1010, 1147]
prev-page-line: echter niet in het — [3, 528, 79, 542]
prev-page-line: lit 'm hierin. — [3, 715, 59, 729]
